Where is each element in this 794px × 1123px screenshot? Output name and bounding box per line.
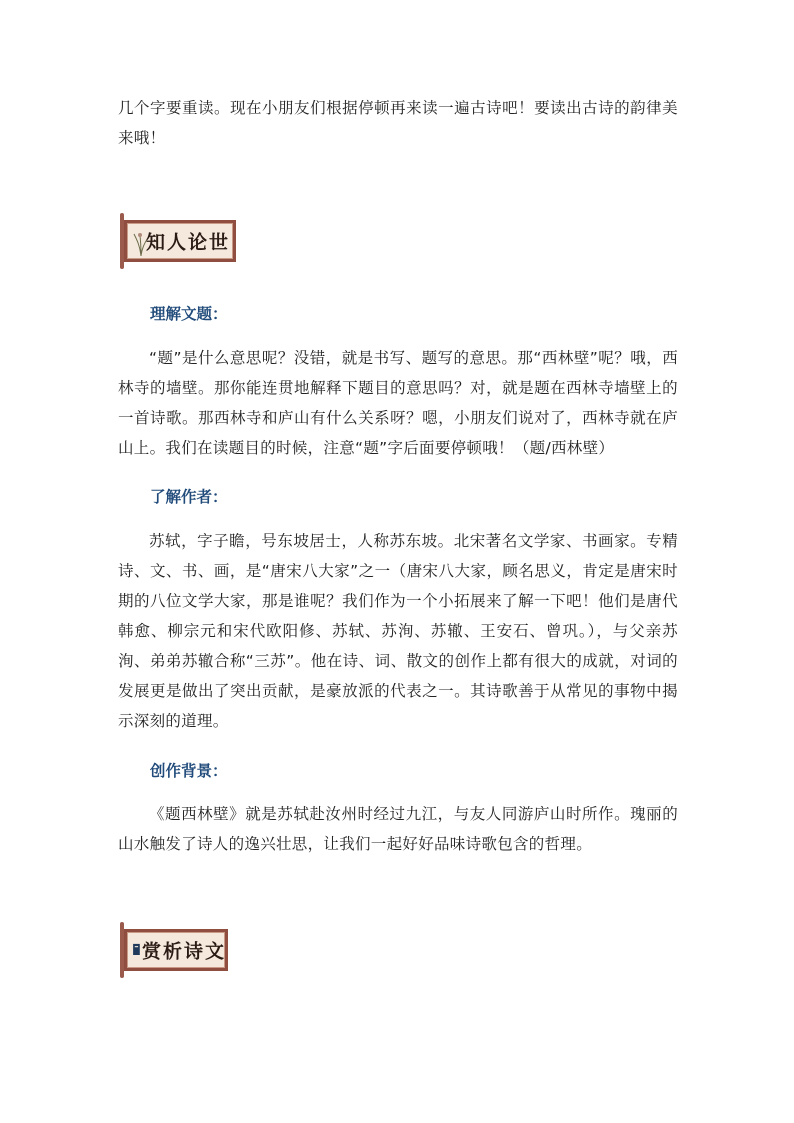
section-banner-know-people	[118, 213, 238, 269]
heading-about-author: 了解作者：	[150, 488, 228, 506]
paragraph-about-author: 苏轼，字子瞻，号东坡居士，人称苏东坡。北宋著名文学家、书画家。专精诗、文、书、画，是“唐宋八大家”之一（唐宋八大家，顾名思义，肯定是唐宋时期的八位文学大家，那是谁呢？我们作为一个小拓展来了解一下吧！他们是唐代韩愈、柳宗元和宋代欧阳修、苏轼、苏洵、苏辙、王安石、曾巩。），与父亲苏洵、弟弟苏辙合称“三苏”。他在诗、词、散文的创作上都有很大的成就，对词的发展更是做出了突出贡献，是豪放派的代表之一。其诗歌善于从常见的事物中揭示深刻的道理。	[118, 532, 678, 730]
banner-title: 赏析诗文	[142, 940, 227, 963]
paragraph-background: 《题西林壁》就是苏轼赴汝州时经过九江，与友人同游庐山时所作。瑰丽的山水触发了诗人的逸兴壮思，让我们一起好好品味诗歌包含的哲理。	[118, 805, 678, 853]
intro-paragraph-tail: 几个字要重读。现在小朋友们根据停顿再来读一遍古诗吧！要读出古诗的韵律美来哦！	[118, 99, 678, 147]
heading-understand-title: 理解文题：	[150, 305, 228, 323]
section-banner-appreciate-poem	[118, 922, 230, 978]
banner-title: 知人论世	[146, 231, 231, 254]
book-icon	[132, 941, 142, 959]
paragraph-understand-title: “题”是什么意思呢？没错，就是书写、题写的意思。那“西林壁”呢？哦，西林寺的墙壁。那你能连贯地解释下题目的意思吗？对，就是题在西林寺墙壁上的一首诗歌。那西林寺和庐山有什么关系呀？嗯，小朋友们说对了，西林寺就在庐山上。我们在读题目的时候，注意“题”字后面要停顿哦！（题/西林壁）	[118, 349, 678, 457]
heading-background: 创作背景：	[150, 762, 228, 780]
